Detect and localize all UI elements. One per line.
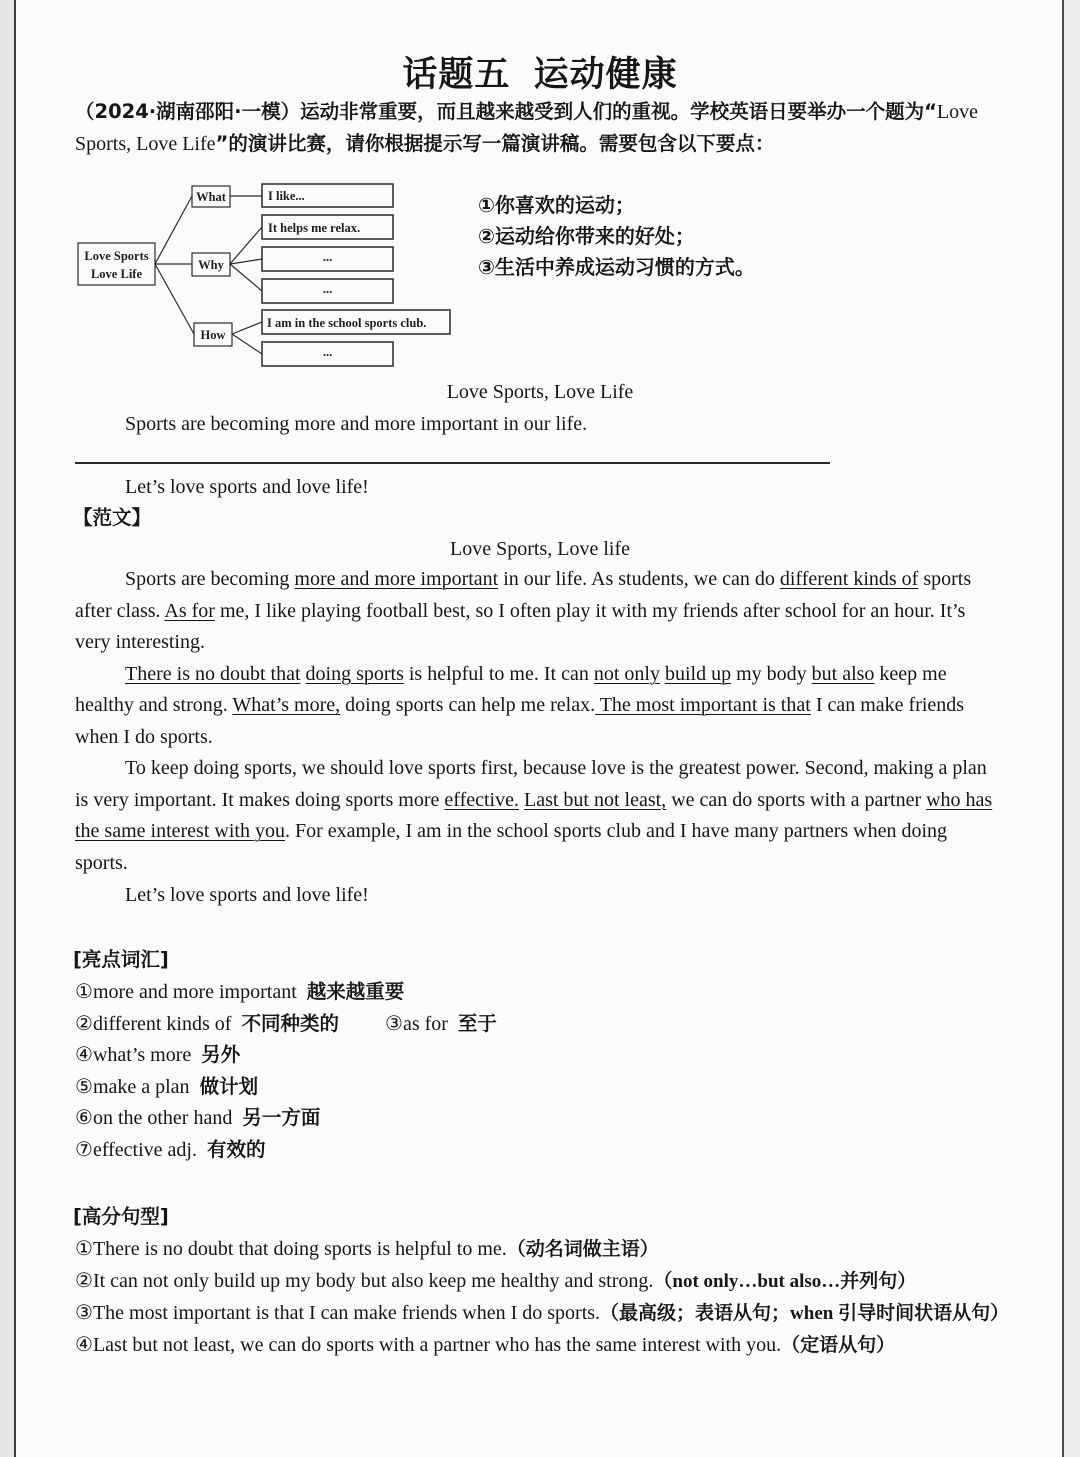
mind-map-branch-label: What <box>196 190 226 204</box>
underlined-phrase: What’s more, <box>232 694 341 716</box>
key-point: ②运动给你带来的好处； <box>478 224 695 248</box>
text-run: is very important. It makes doing sports more <box>75 788 445 811</box>
essay-line <box>75 848 992 880</box>
underlined-phrase: but also <box>811 662 875 685</box>
vocab-item <box>75 1074 259 1098</box>
item-number: ③ <box>385 1012 403 1035</box>
text-run: is helpful to me. It can <box>403 662 594 685</box>
english-phrase: as for <box>402 1012 448 1035</box>
scan-border-left <box>14 0 16 1457</box>
pattern-item <box>75 1297 1009 1329</box>
essay-line <box>75 659 992 691</box>
key-point: ①你喜欢的运动； <box>478 193 635 217</box>
text-run: my body <box>731 662 812 685</box>
underlined-phrase: effective. <box>444 788 519 811</box>
vocab-row <box>75 1008 497 1040</box>
underlined-phrase: Last but not least, <box>523 788 667 811</box>
item-number: ④ <box>75 1044 93 1067</box>
english-phrase: effective adj. <box>92 1138 197 1161</box>
vocab-row <box>75 1039 404 1071</box>
connector-line <box>155 196 192 264</box>
essay-title: Love Sports, Love Life <box>446 381 634 403</box>
mind-map-leaf-label: I am in the school sports club. <box>267 316 427 330</box>
underlined-phrase: The most important is that <box>595 694 811 716</box>
vocab-list <box>75 976 497 1166</box>
chinese-meaning: 另一方面 <box>242 1106 321 1130</box>
essay-line <box>75 753 992 785</box>
pattern-note: （动名词做主语） <box>506 1239 659 1260</box>
pattern-sentence: Last but not least, we can do sports with a partner who has the same interest with you. <box>92 1334 782 1356</box>
mind-map-leaf-label: It helps me relax. <box>268 221 361 235</box>
essay-paragraph <box>75 753 992 879</box>
text-run: sports <box>918 568 972 590</box>
essay-paragraph <box>75 564 992 659</box>
sample-essay-label: 【范文】 <box>73 506 152 529</box>
underlined-phrase: not only <box>593 662 660 685</box>
mind-map-diagram <box>70 178 460 373</box>
item-number: ① <box>75 1238 93 1260</box>
mind-map-leaf-label: ... <box>322 282 333 296</box>
underlined-phrase: who has <box>926 788 993 811</box>
essay-line <box>75 690 992 722</box>
pattern-note: （not only…but also…并列句） <box>653 1271 917 1292</box>
mind-map-root-label: Love Life <box>90 267 143 281</box>
connector-line <box>230 227 262 264</box>
pattern-sentence: The most important is that I can make friends when I do sports. <box>92 1302 601 1324</box>
vocab-row <box>75 1071 404 1103</box>
essay-closing-sentence: Let’s love sports and love life! <box>125 476 369 498</box>
key-point: ③生活中养成运动习惯的方式。 <box>478 255 755 279</box>
page-title: 话题五 运动健康 <box>402 55 678 95</box>
mind-map-branch-label: Why <box>198 258 224 272</box>
english-phrase: what’s more <box>92 1044 192 1067</box>
chinese-meaning: 至于 <box>457 1011 497 1035</box>
item-number: ② <box>75 1270 93 1292</box>
vocab-section-label: [亮点词汇] <box>73 948 169 971</box>
text-run: Sports are becoming <box>125 568 295 590</box>
item-number: ⑦ <box>75 1138 93 1161</box>
essay-opening-sentence: Sports are becoming more and more important in our life. <box>125 413 588 435</box>
text-run: sports. <box>75 851 128 874</box>
chinese-meaning: 做计划 <box>199 1074 259 1098</box>
essay-line <box>75 627 992 659</box>
chinese-meaning: 另外 <box>201 1043 241 1067</box>
connector-line <box>230 259 262 264</box>
sample-essay-body <box>75 564 992 879</box>
underlined-phrase: different kinds of <box>779 568 919 590</box>
vocab-item <box>75 980 405 1003</box>
item-number: ① <box>75 981 93 1003</box>
text-run: . For example, I am in the school sports club and I have many partners when doing <box>284 820 948 842</box>
english-phrase: make a plan <box>92 1075 190 1098</box>
text-run: after class. <box>75 599 165 622</box>
patterns-list <box>75 1233 1009 1361</box>
intro-line <box>75 128 978 160</box>
chinese-meaning: 有效的 <box>206 1137 266 1161</box>
mind-map-leaf-label: ... <box>322 345 333 359</box>
text-run: me, I like playing football best, so I often play it with my friends after school for an hour. It’s <box>214 599 966 622</box>
english-phrase: on the other hand <box>92 1107 233 1130</box>
vocab-item <box>385 1008 497 1042</box>
text-run: very interesting. <box>75 631 205 653</box>
pattern-item <box>75 1265 1009 1297</box>
text-run: I can make friends <box>810 694 965 716</box>
item-number: ④ <box>75 1334 93 1356</box>
item-number: ⑤ <box>75 1075 93 1098</box>
underlined-phrase: more and more important <box>294 568 499 590</box>
essay-line <box>75 785 992 817</box>
item-number: ② <box>75 1012 93 1035</box>
text-run: To keep doing sports, we should love sports first, because love is the greatest power. Second, making a plan <box>125 757 987 779</box>
text-run: （2024·湖南邵阳·一模）运动非常重要，而且越来越受到人们的重视。学校英语日要举办一个题为“ <box>75 100 937 123</box>
connector-line <box>230 264 262 291</box>
text-run: in our life. As students, we can do <box>498 568 780 590</box>
underlined-phrase: the same interest with you <box>75 820 285 842</box>
text-run: doing sports can help me relax. <box>340 694 596 716</box>
scan-edge-left <box>0 0 14 1457</box>
essay-line <box>75 816 992 848</box>
essay-paragraph <box>75 659 992 754</box>
essay-line <box>75 722 992 754</box>
text-run: we can do sports with a partner <box>666 788 927 811</box>
vocab-item <box>75 1011 339 1035</box>
connector-line <box>232 334 262 354</box>
text-run: Sports, Love Life <box>75 133 216 155</box>
english-phrase: different kinds of <box>92 1012 232 1035</box>
intro-line <box>75 96 978 128</box>
scan-edge-right <box>1064 0 1080 1457</box>
vocab-row <box>75 976 404 1008</box>
text-run: healthy and strong. <box>75 694 233 716</box>
connector-line <box>155 264 194 334</box>
vocab-row <box>75 1134 404 1166</box>
pattern-sentence: It can not only build up my body but also keep me healthy and strong. <box>92 1270 654 1292</box>
patterns-section-label: [高分句型] <box>73 1205 169 1228</box>
mind-map-branch-label: How <box>200 328 226 342</box>
pattern-note: （最高级；表语从句；when 引导时间状语从句） <box>600 1303 1010 1324</box>
answer-line <box>75 462 830 464</box>
essay-line <box>75 564 992 596</box>
text-run: keep me <box>874 662 947 685</box>
chinese-meaning: 越来越重要 <box>306 980 405 1003</box>
english-phrase: more and more important <box>92 981 297 1003</box>
text-run: Love <box>936 101 978 123</box>
pattern-sentence: There is no doubt that doing sports is helpful to me. <box>92 1238 507 1260</box>
underlined-phrase: As for <box>164 599 215 622</box>
key-points-list <box>478 190 755 283</box>
text-run: ”的演讲比赛，请你根据提示写一篇演讲稿。需要包含以下要点： <box>215 132 775 155</box>
underlined-phrase: doing sports <box>305 662 404 685</box>
chinese-meaning: 不同种类的 <box>241 1011 339 1035</box>
sample-essay-closing: Let’s love sports and love life! <box>125 884 369 906</box>
mind-map-leaf-label: I like... <box>268 189 305 203</box>
underlined-phrase: There is no doubt that <box>125 662 301 685</box>
pattern-note: （定语从句） <box>781 1335 896 1356</box>
pattern-item <box>75 1233 1009 1265</box>
item-number: ⑥ <box>75 1107 93 1130</box>
essay-line <box>75 596 992 628</box>
mind-map-root-label: Love Sports <box>84 249 149 263</box>
vocab-item <box>75 1043 241 1067</box>
vocab-item <box>75 1106 321 1130</box>
vocab-item <box>75 1137 266 1161</box>
vocab-row <box>75 1102 404 1134</box>
connector-line <box>232 322 262 334</box>
sample-essay-title: Love Sports, Love life <box>450 538 630 560</box>
item-number: ③ <box>75 1302 93 1324</box>
mind-map-leaf-label: ... <box>322 250 333 264</box>
text-run: when I do sports. <box>75 725 213 748</box>
task-intro <box>75 96 978 160</box>
underlined-phrase: build up <box>664 662 732 685</box>
pattern-item <box>75 1329 1009 1361</box>
